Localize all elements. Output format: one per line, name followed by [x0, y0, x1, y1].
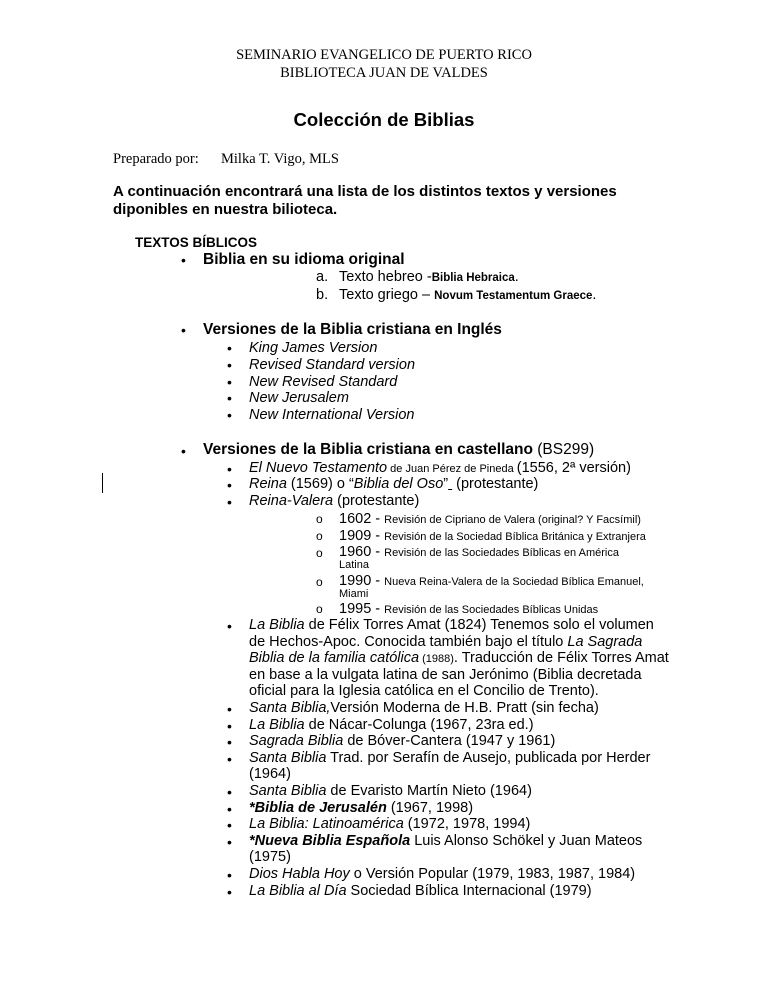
item-italic: La Biblia — [249, 717, 305, 733]
item-rest: (1556, 2ª versión) — [516, 460, 631, 476]
bullet-icon: • — [227, 357, 232, 373]
year: 1602 - — [339, 511, 385, 527]
bullet-icon: • — [227, 390, 232, 406]
item-rest: Trad. por Serafín de Ausejo, publicada por Herder — [326, 750, 651, 766]
description-cont: Miami — [339, 588, 369, 600]
circle-bullet-icon: o — [316, 602, 323, 616]
bullet-icon: • — [227, 374, 232, 390]
item-text: Texto hebreo - — [339, 269, 432, 285]
item-rest: Versión Moderna de H.B. Pratt (sin fecha) — [330, 700, 599, 716]
bullet-icon: • — [227, 884, 232, 900]
list-item-cont — [249, 634, 642, 650]
item-small: (1988) — [419, 653, 454, 665]
bullet-icon: • — [227, 817, 232, 833]
item-rest: de Bóver-Cantera (1947 y 1961) — [343, 733, 556, 749]
item-rest: (protestante) — [333, 493, 420, 509]
year: 1995 - — [339, 601, 385, 617]
item-bold: Biblia Hebraica — [431, 272, 515, 284]
bullet-icon: • — [227, 494, 232, 510]
item-italic: Santa Biblia — [249, 783, 327, 799]
bullet-icon: • — [227, 718, 232, 734]
list-item — [249, 493, 419, 509]
item-rest: . Traducción de Félix Torres Amat — [453, 650, 669, 666]
item-end: . — [514, 269, 519, 285]
sub-list-item — [339, 572, 644, 590]
year: 1990 - — [339, 573, 385, 589]
bullet-icon: • — [227, 701, 232, 717]
library-name: BIBLIOTECA JUAN DE VALDES — [280, 65, 488, 81]
item-rest: de Félix Torres Amat (1824) Tenemos solo el volumen — [304, 617, 654, 633]
list-item — [249, 460, 631, 476]
list-item: Revised Standard version — [249, 357, 416, 373]
description-cont: Latina — [339, 559, 369, 571]
prepared-label: Preparado por: — [113, 151, 199, 167]
bullet-icon: • — [227, 834, 232, 850]
bullet-icon: • — [227, 461, 232, 477]
section-title: TEXTOS BÍBLICOS — [135, 235, 258, 250]
list-item-cont: oficial para la Iglesia católica en el Concilio de Trento). — [249, 683, 599, 699]
item-italic: Reina — [249, 476, 287, 492]
intro-line-1: A continuación encontrará una lista de los distintos textos y versiones — [113, 183, 617, 200]
list-item — [249, 783, 532, 799]
year: 1960 - — [339, 544, 385, 560]
list-item — [249, 476, 538, 492]
item-italic: La Biblia al Día — [249, 883, 347, 899]
item-rest: Luis Alonso Schökel y Juan Mateos — [410, 833, 643, 849]
list-item-cont — [249, 650, 669, 666]
item-rest: o Versión Popular (1979, 1983, 1987, 1984) — [349, 866, 636, 882]
item-small: de Juan Pérez de Pineda — [387, 463, 517, 475]
castellano-heading — [203, 441, 594, 459]
bullet-icon: • — [227, 477, 232, 493]
item-italic: Santa Biblia, — [249, 700, 331, 716]
item-bolditalic: *Biblia de Jerusalén — [249, 800, 387, 816]
list-item: New Revised Standard — [249, 374, 398, 390]
list-item — [249, 700, 599, 716]
description: Revisión de las Sociedades Bíblicas Unidas — [384, 604, 599, 616]
list-marker: a. — [316, 269, 329, 285]
circle-bullet-icon: o — [316, 512, 323, 526]
list-item — [249, 833, 642, 849]
item-italic: Biblia del Oso — [353, 476, 444, 492]
bullet-icon: • — [181, 322, 186, 338]
item-text: ” — [443, 476, 449, 492]
list-item — [249, 800, 473, 816]
item-end: . — [592, 287, 597, 303]
sub-list-item — [339, 543, 619, 561]
original-heading: Biblia en su idioma original — [203, 251, 405, 268]
item-text: (1569) o “ — [286, 476, 354, 492]
item-italic: Dios Habla Hoy — [249, 866, 350, 882]
bullet-icon: • — [227, 867, 232, 883]
bullet-icon: • — [227, 407, 232, 423]
item-rest: de Evaristo Martín Nieto (1964) — [326, 783, 532, 799]
prepared-name: Milka T. Vigo, MLS — [221, 151, 339, 167]
description: Revisión de las Sociedades Bíblicas en América — [384, 547, 619, 559]
heading-text: Versiones de la Biblia cristiana en castellano — [203, 441, 533, 458]
list-item: King James Version — [249, 340, 378, 356]
circle-bullet-icon: o — [316, 546, 323, 560]
item-italic: La Sagrada — [567, 634, 643, 650]
bullet-icon: • — [181, 443, 186, 459]
intro-line-2: diponibles en nuestra bilioteca. — [113, 201, 338, 218]
description: Revisión de la Sociedad Bíblica Británica y Extranjera — [384, 531, 646, 543]
item-rest: Sociedad Bíblica Internacional (1979) — [346, 883, 592, 899]
item-bolditalic: *Nueva Biblia Española — [249, 833, 411, 849]
item-rest: (1967, 1998) — [386, 800, 474, 816]
list-item — [249, 717, 534, 733]
list-item — [249, 750, 650, 766]
item-rest: (protestante) — [452, 476, 539, 492]
description: Revisión de Cipriano de Valera (original? Y Facsímil) — [384, 514, 641, 526]
bullet-icon: • — [227, 734, 232, 750]
bullet-icon: • — [227, 784, 232, 800]
item-rest: (1972, 1978, 1994) — [403, 816, 531, 832]
text-cursor — [102, 473, 103, 493]
item-text: Texto griego – — [339, 287, 435, 303]
bullet-icon: • — [181, 252, 186, 268]
sub-list-item — [339, 510, 641, 528]
list-item-greek — [339, 287, 596, 303]
item-italic: Santa Biblia — [249, 750, 327, 766]
item-italic: Sagrada Biblia — [249, 733, 344, 749]
description: Nueva Reina-Valera de la Sociedad Bíblica Emanuel, — [384, 576, 644, 588]
list-item: New International Version — [249, 407, 415, 423]
item-italic: El Nuevo Testamento — [249, 460, 388, 476]
list-item — [249, 617, 654, 633]
call-number: (BS299) — [532, 441, 595, 458]
sub-list-item — [339, 600, 598, 618]
list-item — [249, 816, 530, 832]
item-rest: de Nácar-Colunga (1967, 23ra ed.) — [304, 717, 534, 733]
item-text: de Hechos-Apoc. Conocida también bajo el título — [249, 634, 568, 650]
bullet-icon: • — [227, 340, 232, 356]
bullet-icon: • — [227, 801, 232, 817]
english-heading: Versiones de la Biblia cristiana en Inglés — [203, 321, 502, 338]
circle-bullet-icon: o — [316, 529, 323, 543]
list-item — [249, 866, 635, 882]
item-bold: Novum Testamentum Graece — [434, 290, 593, 302]
item-italic: Reina-Valera — [249, 493, 334, 509]
item-italic: La Biblia: Latinoamérica — [249, 816, 404, 832]
page-title: Colección de Biblias — [293, 109, 475, 130]
year: 1909 - — [339, 528, 385, 544]
list-item-cont: (1964) — [249, 766, 291, 782]
list-item-hebrew — [339, 269, 519, 285]
list-item — [249, 883, 592, 899]
list-item — [249, 733, 555, 749]
list-item-cont: (1975) — [249, 849, 291, 865]
bullet-icon: • — [227, 751, 232, 767]
list-item: New Jerusalem — [249, 390, 349, 406]
circle-bullet-icon: o — [316, 575, 323, 589]
bullet-icon: • — [227, 618, 232, 634]
list-marker: b. — [316, 287, 329, 303]
list-item-cont: en base a la vulgata latina de san Jerónimo (Biblia decretada — [249, 667, 642, 683]
seminary-name: SEMINARIO EVANGELICO DE PUERTO RICO — [236, 47, 532, 63]
item-italic: Biblia de la familia católica — [249, 650, 420, 666]
item-italic: La Biblia — [249, 617, 305, 633]
